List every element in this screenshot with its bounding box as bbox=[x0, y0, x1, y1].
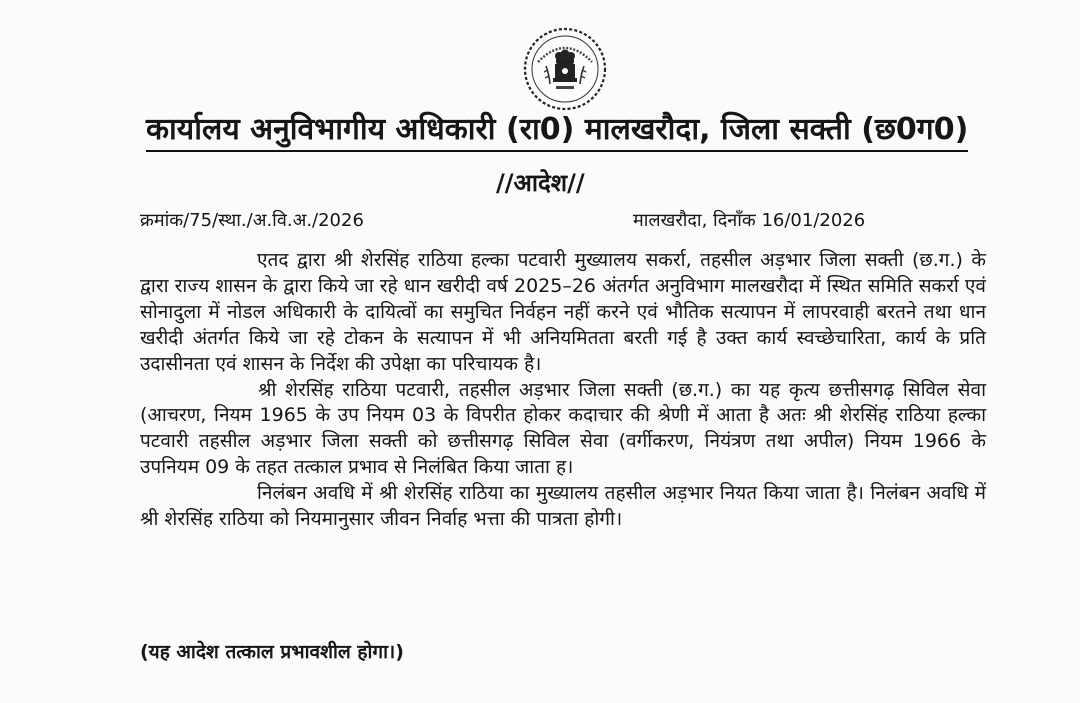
place-date: मालखरौदा, दिनाँक 16/01/2026 bbox=[633, 210, 866, 231]
closing-note: (यह आदेश तत्काल प्रभावशील होगा।) bbox=[140, 641, 404, 663]
order-title: //आदेश// bbox=[496, 169, 585, 197]
reference-number: क्रमांक/75/स्था./अ.वि.अ./2026 bbox=[140, 210, 364, 231]
order-body bbox=[140, 248, 986, 533]
office-title: कार्यालय अनुविभागीय अधिकारी (रा0) मालखरौदा, जिला सक्ती (छ0ग0) bbox=[146, 113, 968, 152]
paragraph-2: श्री शेरसिंह राठिया पटवारी, तहसील अड़भार जिला सक्ती (छ.ग.) का यह कृत्य छत्तीसगढ़ सिविल सेवा (आचरण, नियम 1965 के उप नियम 03 के विपरीत होकर कदाचार की श्रेणी में आता है अतः श्री शेरसिंह राठिया हल्का पटवारी तहसील अड़भार जिला सक्ती को छत्तीसगढ़ सिविल सेवा (वर्गीकरण, नियंत्रण तथा अपील) नियम 1966 के उपनियम 09 के तहत तत्काल प्रभाव से निलंबित किया जाता ह। bbox=[140, 378, 986, 479]
government-emblem-icon bbox=[522, 26, 608, 112]
paragraph-3: निलंबन अवधि में श्री शेरसिंह राठिया का मुख्यालय तहसील अड़भार नियत किया जाता है। निलंबन अवधि में श्री शेरसिंह राठिया को नियमानुसार जीवन निर्वाह भत्ता की पात्रता होगी। bbox=[140, 482, 986, 531]
paragraph-1: एतद द्वारा श्री शेरसिंह राठिया हल्का पटवारी मुख्यालय सकर्रा, तहसील अड़भार जिला सक्ती (छ.ग.) के द्वारा राज्य शासन के द्वारा किये जा रहे धान खरीदी वर्ष 2025–26 अंतर्गत अनुविभाग मालखरौदा में स्थित समिति सकर्रा एवं सोनादुला में नोडल अधिकारी के दायित्वों का समुचित निर्वहन नहीं करने एवं भौतिक सत्यापन में लापरवाही बरतने तथा धान खरीदी अंतर्गत किये जा रहे टोकन के सत्यापन में भी अनियमितता बरती गई है उक्त कार्य स्वच्छेचारिता, कार्य के प्रति उदासीनता एवं शासन के निर्देश की उपेक्षा का परिचायक है। bbox=[140, 249, 986, 375]
